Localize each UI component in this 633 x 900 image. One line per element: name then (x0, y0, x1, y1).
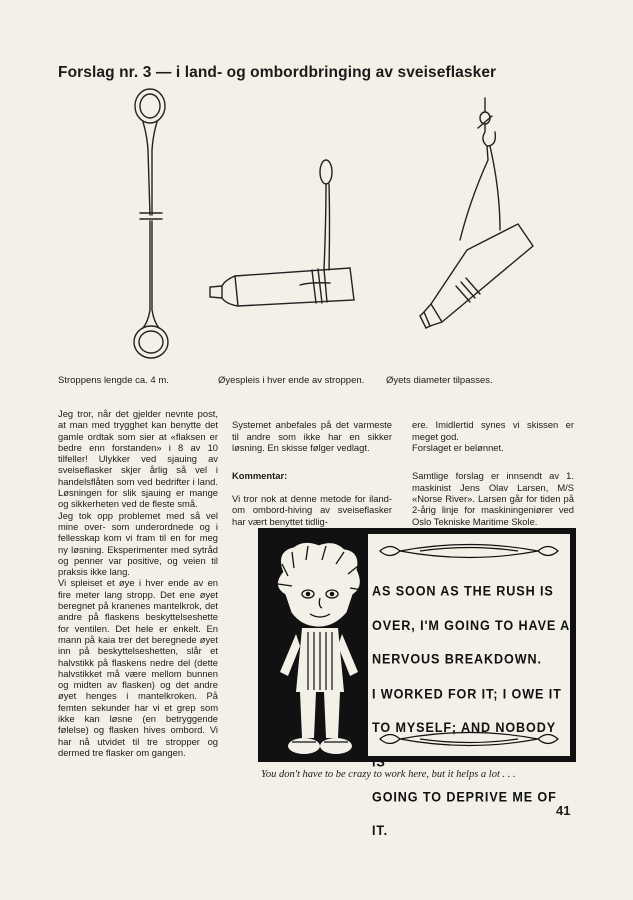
bottle-horizontal-drawing (210, 160, 354, 306)
article-column-1: Jeg tror, når det gjelder nevnte post, at man med trygghet kan benytte det gamle ordtak som sier at «flaksen er bedre enn forstanden» i 8 av 10 tilfeller! Ulykker ved sjauing av sveiseflasker skjer årlig så vel i handelsflåten som ved bedrifter i land. Løsningen for slik sjauing er mange og sikkerheten ved de fleste små. Jeg tok opp problemet med så vel mine over- som underordnede og i fellesskap kom vi fram til en for meg ny løsning. Eksperimenter med sytråd og penner var positive, og veien til praksis ikke lang. Vi spleiset et øye i hver ende av en fire meter lang stropp. Det ene øyet beregnet på kranenes mantelkrok, det andre på flaskens beskyttelseshette for ventilen. Det hele er enkelt. En mann på kaia trer det beregnede øyet inn på beskyttelseshetten, slår et halvstikk på flaskens nedre del (dette halvstikket må være mellom bunnen og midten av flasken) og det andre øyet henges i mantelkroken. På femten sekunder har vi et grep som ikke kan løsne (en betryggende følelse) og flasken hives ombord. Vi har nå utvidet til tre stropper og dermed tre flasker om gangen. (58, 408, 218, 758)
bottle-hanging-drawing (420, 98, 533, 328)
cartoon-character-image (264, 542, 376, 760)
caption-eye: Øyets diameter tilpasses. (386, 375, 493, 386)
comment-heading: Kommentar: (232, 470, 288, 482)
author-note: Samtlige forslag er innsendt av 1. maskinist Jens Olav Larsen, M/S «Norse River». Larsen går for tiden på 2-årig linje for maskiningeniører ved Oslo Tekniske Maritime Skole. (412, 470, 574, 527)
article-column-2 (232, 408, 392, 538)
page-number: 41 (556, 803, 571, 818)
comment-text: Vi tror nok at denne metode for iland- om ombord-hiving av sveiseflasker har vært benyttet tidlig- (232, 493, 392, 527)
comment-continued: ere. Imidlertid synes vi skissen er meget god. Forslaget er belønnet. (412, 419, 574, 453)
recommendation-text: Systemet anbefales på det varmeste til andre som ikke har en sikker løsning. En skisse følger vedlagt. (232, 419, 392, 453)
cartoon-caption: You don't have to be crazy to work here, but it helps a lot . . . (261, 769, 516, 780)
strop-drawing (134, 89, 168, 358)
caption-length: Stroppens lengde ca. 4 m. (58, 375, 169, 386)
decorative-scroll-bottom (370, 728, 568, 750)
article-column-3 (412, 408, 574, 544)
caption-splice: Øyespleis i hver ende av stroppen. (218, 375, 365, 386)
article-title: Forslag nr. 3 — i land- og ombordbringing av sveiseflasker (58, 64, 497, 81)
cartoon-slogan: AS SOON AS THE RUSH IS OVER, I'M GOING TO HAVE A NERVOUS BREAKDOWN. I WORKED FOR IT; I OWE IT TO MYSELF; AND NOBODY IS GOING TO DEPRIVE ME OF IT. (372, 582, 571, 839)
rigging-sketch (0, 0, 633, 380)
decorative-scroll-top (370, 540, 568, 562)
